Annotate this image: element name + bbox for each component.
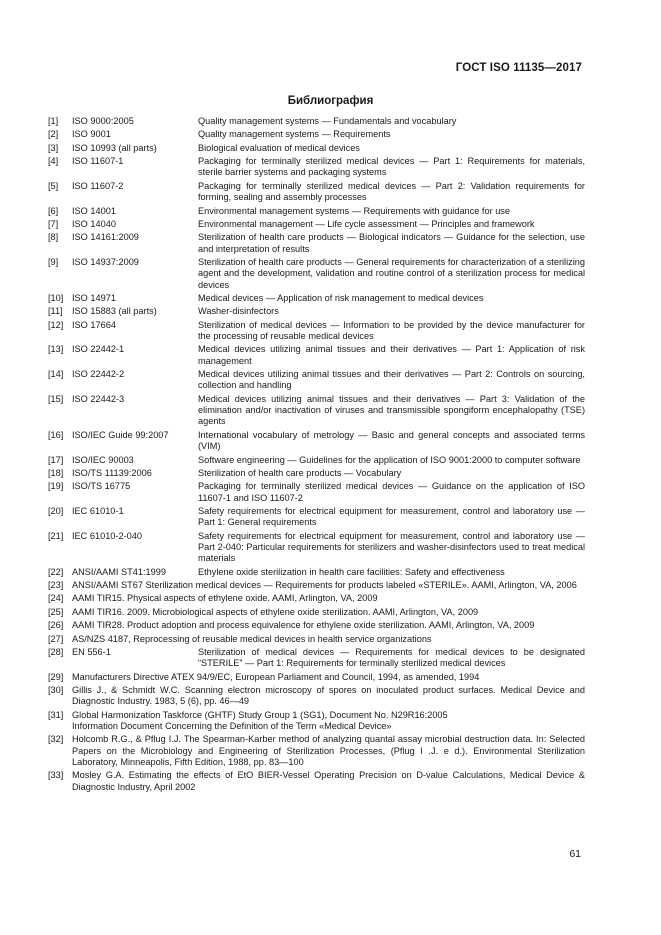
reference-number: [21] xyxy=(48,530,64,541)
reference-number: [25] xyxy=(48,606,64,617)
reference-number: [15] xyxy=(48,393,64,404)
reference-number: [3] xyxy=(48,142,59,153)
reference-code: ISO 14001 xyxy=(72,205,116,216)
reference-item xyxy=(48,156,585,179)
reference-number: [4] xyxy=(48,156,59,167)
reference-title: ANSI/AAMI ST67 Sterilization medical devices — Requirements for products labeled «STERILE». AAMI, Arlington, VA, 2006 xyxy=(72,580,577,591)
reference-title: Holcomb R.G., & Pflug I.J. The Spearman-Karber method of analyzing quantal assay microbial destruction data. In: Selected Papers on the Microbiology and Engineering of Sterilization Processes, (Pflug I .J. e d.). Environmental Sterilization Laboratory, Minneapolis, Fifth Edition, 1988, pp. 83—100 xyxy=(72,734,585,768)
reference-code: ISO 11607-1 xyxy=(72,156,124,167)
reference-title-line: Global Harmonization Taskforce (GHTF) Study Group 1 (SG1), Document No. N29R16:2005 xyxy=(72,709,448,720)
reference-title: Packaging for terminally sterilized medical devices — Guidance on the application of ISO 11607-1 and ISO 11607-2 xyxy=(198,481,585,503)
reference-title: Medical devices utilizing animal tissues and their derivatives — Part 1: Application of risk management xyxy=(198,344,585,366)
reference-number: [12] xyxy=(48,319,64,330)
reference-title: Environmental management — Life cycle assessment — Principles and framework xyxy=(198,218,535,229)
reference-item xyxy=(48,181,585,204)
reference-number: [7] xyxy=(48,218,59,229)
reference-item xyxy=(48,320,585,343)
reference-item xyxy=(48,634,585,645)
reference-number: [1] xyxy=(48,116,59,126)
reference-item xyxy=(48,219,585,230)
reference-title: Manufacturers Directive ATEX 94/9/EC, European Parliament and Council, 1994, as amended, 1994 xyxy=(72,671,480,682)
reference-number: [5] xyxy=(48,180,59,191)
reference-title: Sterilization of health care products — Vocabulary xyxy=(198,467,402,478)
reference-code: ISO/IEC Guide 99:2007 xyxy=(72,429,169,440)
reference-code: IEC 61010-1 xyxy=(72,505,124,516)
reference-number: [31] xyxy=(48,709,64,720)
reference-number: [19] xyxy=(48,481,64,492)
reference-number: [32] xyxy=(48,734,64,745)
reference-title: Sterilization of medical devices — Information to be provided by the device manufacturer for the processing of reusable medical devices xyxy=(198,319,585,342)
reference-list xyxy=(48,116,585,795)
reference-code: ISO 14937:2009 xyxy=(72,257,139,268)
reference-item xyxy=(48,580,585,591)
reference-code: ANSI/AAMI ST41:1999 xyxy=(72,566,166,577)
reference-number: [9] xyxy=(48,257,59,268)
reference-title: Safety requirements for electrical equipment for measurement, control and laboratory use — Part 2-040: Particular requirements for sterilizers and washer-disinfectors used to treat medical materials xyxy=(198,530,585,564)
reference-title: Gillis J., & Schmidt W.C. Scanning electron microscopy of spores on inoculated product surfaces. Medical Device and Diagnostic Industry. 1983, 5 (6), pp. 46—49 xyxy=(72,685,585,707)
reference-item xyxy=(48,344,585,367)
reference-code: ISO 22442-3 xyxy=(72,393,125,404)
reference-title: Packaging for terminally sterilized medical devices — Part 1: Requirements for materials, sterile barrier systems and packaging systems xyxy=(198,156,585,178)
reference-title: International vocabulary of metrology — Basic and general concepts and associated terms (VIM) xyxy=(198,429,585,452)
reference-item xyxy=(48,468,585,479)
reference-item xyxy=(48,685,585,708)
reference-title: AAMI TIR16. 2009. Microbiological aspects of ethylene oxide sterilization. AAMI, Arlington, VA, 2009 xyxy=(72,606,479,617)
reference-item xyxy=(48,531,585,565)
reference-number: [27] xyxy=(48,633,64,644)
reference-item xyxy=(48,567,585,578)
reference-item xyxy=(48,369,585,392)
reference-number: [18] xyxy=(48,467,64,478)
reference-number: [23] xyxy=(48,580,64,591)
reference-code: ISO 22442-2 xyxy=(72,369,125,380)
reference-code: EN 556-1 xyxy=(72,647,111,657)
reference-code: ISO 11607-2 xyxy=(72,180,124,191)
reference-title: AAMI TIR28. Product adoption and process equivalence for ethylene oxide sterilization. AAMI, Arlington, VA, 2009 xyxy=(72,620,535,631)
reference-item xyxy=(48,481,585,504)
reference-title: Safety requirements for electrical equipment for measurement, control and laboratory use — Part 1: General requirements xyxy=(198,505,585,528)
reference-number: [20] xyxy=(48,505,64,516)
reference-item xyxy=(48,593,585,604)
reference-number: [14] xyxy=(48,369,64,380)
reference-number: [11] xyxy=(48,306,63,317)
reference-title: Software engineering — Guidelines for the application of ISO 9001:2000 to computer software xyxy=(198,454,581,465)
reference-code: ISO 9001 xyxy=(72,129,111,140)
reference-code: ISO/TS 16775 xyxy=(72,481,131,492)
reference-number: [10] xyxy=(48,293,64,303)
reference-number: [24] xyxy=(48,593,64,604)
reference-title: Environmental management systems — Requirements with guidance for use xyxy=(198,205,511,216)
reference-code: ISO 14971 xyxy=(72,293,116,303)
reference-number: [29] xyxy=(48,671,64,682)
reference-item xyxy=(48,647,585,670)
reference-code: ISO 9000:2005 xyxy=(72,116,134,126)
reference-item xyxy=(48,430,585,453)
standard-code: ГОСТ ISO 11135—2017 xyxy=(455,62,582,74)
reference-item xyxy=(48,143,585,154)
reference-item xyxy=(48,770,585,793)
reference-title: Ethylene oxide sterilization in health care facilities: Safety and effectiveness xyxy=(198,566,505,577)
reference-number: [26] xyxy=(48,620,64,631)
reference-number: [17] xyxy=(48,454,64,465)
reference-title: Quality management systems — Fundamentals and vocabulary xyxy=(198,116,457,126)
reference-code: ISO 10993 (all parts) xyxy=(72,142,157,153)
reference-item xyxy=(48,672,585,683)
reference-code: ISO 17664 xyxy=(72,319,116,330)
reference-item xyxy=(48,710,585,733)
reference-item xyxy=(48,506,585,529)
reference-title: Quality management systems — Requirements xyxy=(198,129,391,140)
reference-number: [16] xyxy=(48,429,64,440)
reference-item xyxy=(48,607,585,618)
reference-code: ISO/IEC 90003 xyxy=(72,454,134,465)
reference-number: [8] xyxy=(48,232,59,243)
reference-item xyxy=(48,734,585,768)
reference-code: ISO/TS 11139:2006 xyxy=(72,467,152,478)
reference-item xyxy=(48,620,585,631)
reference-title: Washer-disinfectors xyxy=(198,306,279,317)
reference-title: Sterilization of health care products — Biological indicators — Guidance for the selection, use and interpretation of results xyxy=(198,232,585,254)
reference-code: IEC 61010-2-040 xyxy=(72,530,142,541)
reference-number: [2] xyxy=(48,129,59,140)
reference-code: ISO 14161:2009 xyxy=(72,232,139,243)
reference-item xyxy=(48,257,585,291)
reference-title-line: Information Document Concerning the Definition of the Term «Medical Device» xyxy=(72,721,392,732)
reference-code: ISO 15883 (all parts) xyxy=(72,306,157,317)
reference-item xyxy=(48,232,585,255)
reference-number: [22] xyxy=(48,566,64,577)
reference-item xyxy=(48,455,585,466)
reference-number: [33] xyxy=(48,770,64,781)
reference-title: Medical devices utilizing animal tissues and their derivatives — Part 2: Controls on sourcing, collection and handling xyxy=(198,369,585,391)
reference-number: [6] xyxy=(48,205,59,216)
reference-title: Medical devices — Application of risk management to medical devices xyxy=(198,293,484,303)
reference-title xyxy=(72,710,585,733)
reference-item xyxy=(48,129,585,140)
reference-title: Sterilization of health care products — General requirements for characterization of a sterilizing agent and the development, validation and routine control of a sterilization process for medical devices xyxy=(198,257,585,290)
reference-item xyxy=(48,206,585,217)
reference-item xyxy=(48,293,585,304)
reference-number: [30] xyxy=(48,685,64,696)
reference-title: Biological evaluation of medical devices xyxy=(198,142,360,153)
reference-number: [13] xyxy=(48,344,64,355)
reference-item xyxy=(48,394,585,428)
bibliography-title: Библиография xyxy=(287,95,374,107)
page-number: 61 xyxy=(569,848,581,860)
reference-title: Mosley G.A. Estimating the effects of EtO BIER-Vessel Operating Precision on D-value Calculations, Medical Device & Diagnostic Industry, April 2002 xyxy=(72,770,585,792)
reference-title: Packaging for terminally sterilized medical devices — Part 2: Validation requirements for forming, sealing and assembly processes xyxy=(198,180,585,203)
reference-title: Medical devices utilizing animal tissues and their derivatives — Part 3: Validation of the elimination and/or inactivation of viruses and transmissible spongiform encephalopathy (TSE) agents xyxy=(198,393,585,427)
reference-item xyxy=(48,306,585,317)
reference-number: [28] xyxy=(48,647,64,657)
reference-title: AS/NZS 4187, Reprocessing of reusable medical devices in health service organizations xyxy=(72,633,432,644)
reference-code: ISO 14040 xyxy=(72,218,116,229)
reference-item xyxy=(48,116,585,127)
reference-title: Sterilization of medical devices — Requirements for medical devices to be designated “STERILE” — Part 1: Requirements for terminally sterilized medical devices xyxy=(198,647,585,669)
reference-title: AAMI TIR15. Physical aspects of ethylene oxide. AAMI, Arlington, VA, 2009 xyxy=(72,593,378,604)
reference-code: ISO 22442-1 xyxy=(72,344,125,355)
